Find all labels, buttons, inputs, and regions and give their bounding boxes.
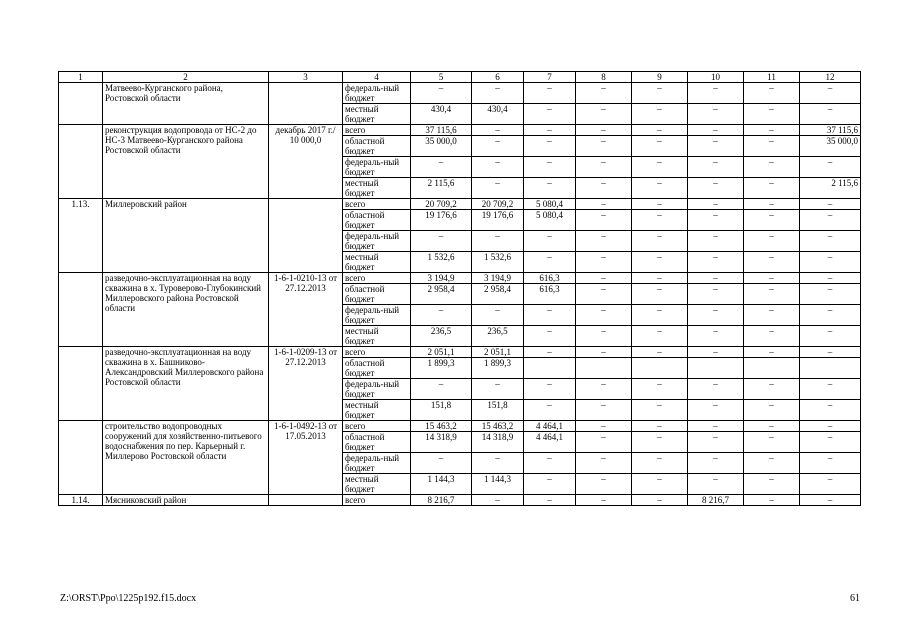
value-cell: 19 176,6 — [472, 210, 524, 231]
value-cell: – — [744, 347, 800, 358]
value-cell: 2 115,6 — [800, 178, 861, 199]
row-index — [59, 83, 103, 125]
value-cell: – — [744, 83, 800, 104]
value-cell: – — [688, 273, 744, 284]
object-name: Мясниковский район — [103, 495, 269, 506]
value-cell — [576, 358, 632, 379]
value-cell: – — [576, 104, 632, 125]
value-cell: – — [800, 474, 861, 495]
funding-source: областной бюджет — [343, 210, 411, 231]
value-cell: 2 051,1 — [472, 347, 524, 358]
value-cell: – — [524, 400, 576, 421]
value-cell: 5 080,4 — [524, 210, 576, 231]
funding-source: областной бюджет — [343, 136, 411, 157]
footer-file-path: Z:\ORST\Ppo\1225p192.f15.docx — [60, 593, 197, 604]
value-cell: – — [632, 273, 688, 284]
value-cell: – — [632, 432, 688, 453]
value-cell: – — [472, 83, 524, 104]
value-cell: – — [472, 495, 524, 506]
funding-source: местный бюджет — [343, 400, 411, 421]
value-cell: 1 899,3 — [472, 358, 524, 379]
value-cell: 20 709,2 — [472, 199, 524, 210]
table-body — [59, 83, 861, 506]
value-cell: – — [472, 231, 524, 252]
value-cell: – — [576, 347, 632, 358]
funding-source: местный бюджет — [343, 104, 411, 125]
value-cell: – — [632, 347, 688, 358]
value-cell: – — [744, 125, 800, 136]
table-row — [59, 273, 861, 284]
funding-source: всего — [343, 273, 411, 284]
document-ref: 1-6-1-0210-13 от 27.12.2013 — [269, 273, 343, 347]
object-name: разведочно-эксплуатационная на воду скважина в х. Туроверово-Глубокинский Миллеровского района Ростовской области — [103, 273, 269, 347]
value-cell: – — [576, 231, 632, 252]
value-cell: – — [632, 125, 688, 136]
value-cell: – — [632, 421, 688, 432]
value-cell: – — [576, 83, 632, 104]
value-cell: – — [576, 326, 632, 347]
table-row — [59, 199, 861, 210]
value-cell: – — [632, 178, 688, 199]
value-cell: – — [576, 453, 632, 474]
value-cell: – — [744, 136, 800, 157]
value-cell: – — [800, 210, 861, 231]
value-cell — [524, 358, 576, 379]
value-cell: 20 709,2 — [411, 199, 472, 210]
value-cell: – — [524, 136, 576, 157]
value-cell: – — [744, 157, 800, 178]
table-row — [59, 125, 861, 136]
value-cell: – — [576, 400, 632, 421]
value-cell: – — [576, 432, 632, 453]
value-cell: – — [632, 379, 688, 400]
value-cell: – — [576, 178, 632, 199]
value-cell: – — [524, 347, 576, 358]
value-cell: – — [688, 326, 744, 347]
funding-source: местный бюджет — [343, 252, 411, 273]
document-ref — [269, 83, 343, 125]
value-cell: 15 463,2 — [411, 421, 472, 432]
value-cell: – — [524, 252, 576, 273]
value-cell: 1 532,6 — [411, 252, 472, 273]
funding-source: местный бюджет — [343, 326, 411, 347]
budget-table — [58, 71, 861, 506]
value-cell: – — [744, 379, 800, 400]
value-cell: – — [688, 284, 744, 305]
value-cell: 3 194,9 — [411, 273, 472, 284]
value-cell: – — [632, 104, 688, 125]
table-row — [59, 83, 861, 104]
value-cell: – — [688, 136, 744, 157]
document-ref: 1-6-1-0492-13 от 17.05.2013 — [269, 421, 343, 495]
value-cell: – — [411, 379, 472, 400]
funding-source: областной бюджет — [343, 432, 411, 453]
value-cell: – — [632, 157, 688, 178]
value-cell: 37 115,6 — [800, 125, 861, 136]
value-cell: – — [744, 326, 800, 347]
funding-source: федераль-ный бюджет — [343, 157, 411, 178]
value-cell: – — [472, 453, 524, 474]
value-cell: – — [472, 178, 524, 199]
value-cell: 2 115,6 — [411, 178, 472, 199]
row-index — [59, 273, 103, 347]
value-cell: 616,3 — [524, 273, 576, 284]
value-cell: – — [688, 125, 744, 136]
value-cell: 1 899,3 — [411, 358, 472, 379]
value-cell: – — [576, 136, 632, 157]
value-cell: – — [744, 421, 800, 432]
value-cell: – — [576, 474, 632, 495]
value-cell: 2 958,4 — [472, 284, 524, 305]
funding-source: федераль-ный бюджет — [343, 83, 411, 104]
value-cell: – — [800, 400, 861, 421]
value-cell: – — [688, 421, 744, 432]
value-cell: – — [632, 400, 688, 421]
value-cell: – — [411, 231, 472, 252]
value-cell: – — [688, 400, 744, 421]
value-cell: – — [411, 305, 472, 326]
value-cell: – — [411, 83, 472, 104]
table-row — [59, 495, 861, 506]
value-cell: – — [800, 199, 861, 210]
value-cell: – — [744, 178, 800, 199]
table-row — [59, 347, 861, 358]
value-cell: – — [411, 453, 472, 474]
object-name: Матвеево-Курганского района, Ростовской области — [103, 83, 269, 125]
row-index — [59, 347, 103, 421]
value-cell: – — [632, 284, 688, 305]
value-cell: – — [524, 125, 576, 136]
value-cell: – — [688, 231, 744, 252]
value-cell: – — [632, 83, 688, 104]
column-header: 7 — [524, 72, 576, 83]
value-cell: – — [632, 495, 688, 506]
value-cell: – — [524, 157, 576, 178]
value-cell: – — [576, 199, 632, 210]
value-cell: 35 000,0 — [800, 136, 861, 157]
page-number: 61 — [850, 593, 860, 604]
value-cell: – — [800, 421, 861, 432]
funding-source: всего — [343, 125, 411, 136]
value-cell: 3 194,9 — [472, 273, 524, 284]
value-cell: – — [524, 83, 576, 104]
value-cell: – — [744, 495, 800, 506]
value-cell: 236,5 — [411, 326, 472, 347]
value-cell: – — [524, 453, 576, 474]
value-cell: – — [744, 432, 800, 453]
funding-source: областной бюджет — [343, 284, 411, 305]
column-header: 4 — [343, 72, 411, 83]
value-cell: – — [800, 326, 861, 347]
value-cell: – — [576, 125, 632, 136]
value-cell: – — [632, 199, 688, 210]
value-cell: 2 958,4 — [411, 284, 472, 305]
funding-source: федераль-ный бюджет — [343, 453, 411, 474]
value-cell: – — [800, 305, 861, 326]
value-cell: – — [576, 284, 632, 305]
value-cell: – — [800, 347, 861, 358]
column-header: 12 — [800, 72, 861, 83]
table-header — [59, 72, 861, 83]
value-cell: 37 115,6 — [411, 125, 472, 136]
value-cell: – — [744, 400, 800, 421]
value-cell: 8 216,7 — [411, 495, 472, 506]
column-header: 2 — [103, 72, 269, 83]
object-name: строительство водопроводных сооружений для хозяйственно-питьевого водоснабжения по пер. Карьерный г. Миллерово Ростовской области — [103, 421, 269, 495]
value-cell: 15 463,2 — [472, 421, 524, 432]
value-cell: – — [800, 231, 861, 252]
value-cell: 4 464,1 — [524, 421, 576, 432]
value-cell: – — [688, 83, 744, 104]
value-cell: – — [632, 305, 688, 326]
value-cell: – — [800, 157, 861, 178]
column-header: 8 — [576, 72, 632, 83]
value-cell: – — [800, 83, 861, 104]
value-cell: 2 051,1 — [411, 347, 472, 358]
value-cell: – — [524, 305, 576, 326]
value-cell: – — [800, 379, 861, 400]
value-cell: – — [688, 432, 744, 453]
value-cell: 8 216,7 — [688, 495, 744, 506]
funding-source: местный бюджет — [343, 178, 411, 199]
object-name: реконструкция водопровода от НС-2 до НС-3 Матвеево-Курганского района Ростовской области — [103, 125, 269, 199]
value-cell: 14 318,9 — [472, 432, 524, 453]
value-cell: – — [472, 136, 524, 157]
value-cell: 1 532,6 — [472, 252, 524, 273]
value-cell: – — [744, 453, 800, 474]
value-cell: – — [744, 210, 800, 231]
object-name: Миллеровский район — [103, 199, 269, 273]
value-cell: – — [688, 379, 744, 400]
value-cell: – — [576, 273, 632, 284]
value-cell: – — [744, 305, 800, 326]
value-cell: – — [688, 157, 744, 178]
value-cell: 1 144,3 — [472, 474, 524, 495]
document-ref: декабрь 2017 г./ 10 000,0 — [269, 125, 343, 199]
value-cell: – — [688, 210, 744, 231]
row-index: 1.14. — [59, 495, 103, 506]
value-cell: – — [632, 474, 688, 495]
funding-source: всего — [343, 199, 411, 210]
value-cell: – — [632, 326, 688, 347]
value-cell: – — [744, 252, 800, 273]
value-cell: – — [688, 347, 744, 358]
value-cell — [744, 358, 800, 379]
value-cell: – — [800, 104, 861, 125]
funding-source: федераль-ный бюджет — [343, 379, 411, 400]
value-cell: – — [524, 474, 576, 495]
value-cell: – — [632, 210, 688, 231]
value-cell: – — [744, 273, 800, 284]
value-cell: – — [576, 305, 632, 326]
value-cell: – — [632, 136, 688, 157]
funding-source: федераль-ный бюджет — [343, 305, 411, 326]
table-row — [59, 421, 861, 432]
value-cell: – — [576, 157, 632, 178]
value-cell: 4 464,1 — [524, 432, 576, 453]
value-cell: 151,8 — [472, 400, 524, 421]
value-cell: 151,8 — [411, 400, 472, 421]
value-cell: – — [800, 432, 861, 453]
value-cell: – — [524, 178, 576, 199]
value-cell: 14 318,9 — [411, 432, 472, 453]
value-cell: – — [688, 305, 744, 326]
value-cell: – — [744, 231, 800, 252]
value-cell: – — [688, 474, 744, 495]
funding-source: областной бюджет — [343, 358, 411, 379]
value-cell: – — [632, 231, 688, 252]
value-cell — [688, 358, 744, 379]
funding-source: всего — [343, 347, 411, 358]
column-header: 6 — [472, 72, 524, 83]
funding-source: всего — [343, 495, 411, 506]
value-cell: – — [472, 305, 524, 326]
value-cell: – — [688, 252, 744, 273]
header-row — [59, 72, 861, 83]
row-index — [59, 125, 103, 199]
value-cell: – — [472, 125, 524, 136]
value-cell: – — [632, 252, 688, 273]
value-cell: 236,5 — [472, 326, 524, 347]
value-cell: – — [524, 495, 576, 506]
value-cell: – — [524, 326, 576, 347]
value-cell: – — [524, 379, 576, 400]
value-cell: – — [576, 252, 632, 273]
value-cell: – — [800, 273, 861, 284]
column-header: 1 — [59, 72, 103, 83]
document-ref — [269, 495, 343, 506]
value-cell: 430,4 — [472, 104, 524, 125]
value-cell: – — [800, 252, 861, 273]
value-cell: – — [472, 379, 524, 400]
value-cell: – — [744, 284, 800, 305]
value-cell: – — [800, 495, 861, 506]
value-cell: – — [524, 231, 576, 252]
document-ref: 1-6-1-0209-13 от 27.12.2013 — [269, 347, 343, 421]
value-cell: – — [744, 104, 800, 125]
value-cell: 19 176,6 — [411, 210, 472, 231]
value-cell: 5 080,4 — [524, 199, 576, 210]
value-cell: 1 144,3 — [411, 474, 472, 495]
value-cell — [800, 358, 861, 379]
row-index — [59, 421, 103, 495]
value-cell: 430,4 — [411, 104, 472, 125]
column-header: 3 — [269, 72, 343, 83]
column-header: 9 — [632, 72, 688, 83]
value-cell: – — [688, 453, 744, 474]
funding-source: федераль-ный бюджет — [343, 231, 411, 252]
column-header: 10 — [688, 72, 744, 83]
value-cell: – — [744, 474, 800, 495]
value-cell: – — [524, 104, 576, 125]
value-cell: 35 000,0 — [411, 136, 472, 157]
value-cell: 616,3 — [524, 284, 576, 305]
value-cell: – — [632, 453, 688, 474]
value-cell: – — [411, 157, 472, 178]
value-cell: – — [800, 284, 861, 305]
value-cell: – — [800, 453, 861, 474]
object-name: разведочно-эксплуатационная на воду скважина в х. Башниково-Александровский Миллеровского района Ростовской области — [103, 347, 269, 421]
value-cell: – — [576, 495, 632, 506]
value-cell: – — [688, 178, 744, 199]
document-ref — [269, 199, 343, 273]
column-header: 5 — [411, 72, 472, 83]
value-cell: – — [472, 157, 524, 178]
row-index: 1.13. — [59, 199, 103, 273]
value-cell: – — [688, 199, 744, 210]
funding-source: всего — [343, 421, 411, 432]
value-cell: – — [576, 421, 632, 432]
funding-source: местный бюджет — [343, 474, 411, 495]
value-cell — [632, 358, 688, 379]
value-cell: – — [688, 104, 744, 125]
value-cell: – — [576, 210, 632, 231]
column-header: 11 — [744, 72, 800, 83]
value-cell: – — [576, 379, 632, 400]
value-cell: – — [744, 199, 800, 210]
